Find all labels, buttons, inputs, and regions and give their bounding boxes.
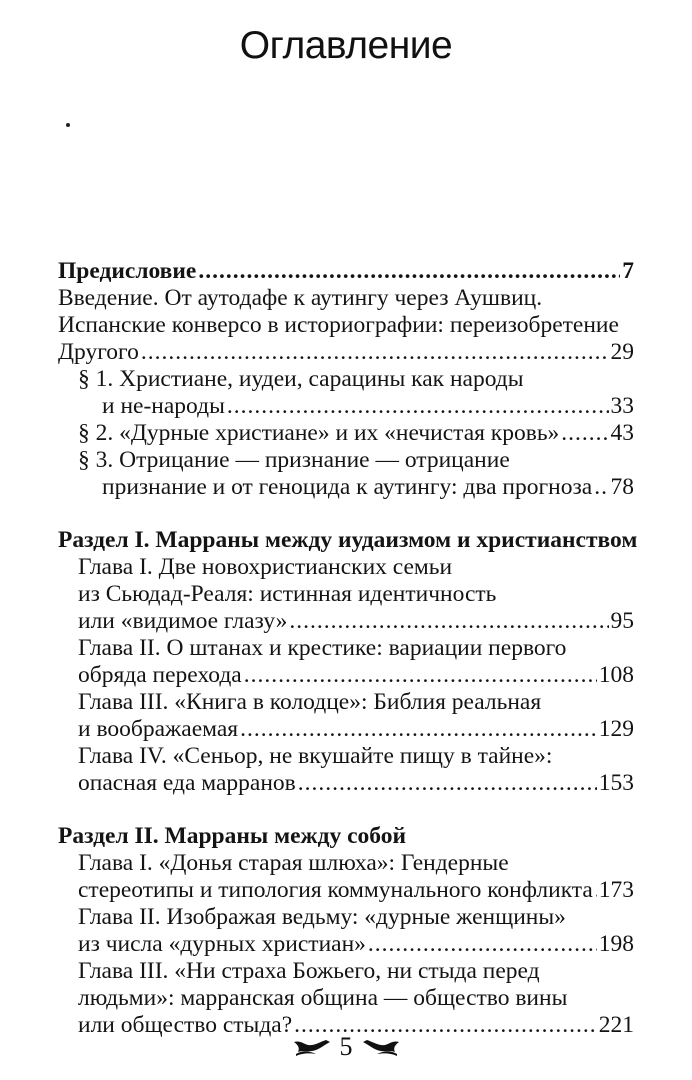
toc-entry-chapter[interactable] (58, 608, 634, 635)
toc-page-number: 78 (610, 474, 634, 500)
toc-entry-section-1[interactable] (58, 393, 634, 420)
toc-entry-title: Раздел II. Марраны между собой (58, 823, 407, 849)
toc-line (58, 850, 634, 877)
toc-entry-title: Раздел I. Марраны между иудаизмом и христианством (58, 527, 638, 553)
leader-dots (198, 258, 620, 285)
toc-line (58, 635, 634, 662)
left-ornament-icon (292, 1036, 332, 1058)
toc-page-number: 29 (610, 339, 634, 365)
toc-line (58, 285, 634, 312)
toc-entry-title: Другого (58, 339, 139, 365)
toc-page-number: 221 (598, 1012, 634, 1038)
toc-entry-title: признание и от геноцида к аутингу: два прогноза (102, 474, 593, 500)
toc-page-number: 95 (610, 608, 634, 634)
toc-entry-title: стереотипы и типология коммунального конфликта (78, 877, 593, 903)
toc-entry-title: или общество стыда? (78, 1012, 293, 1038)
toc-page-number: 129 (598, 716, 634, 742)
toc-entry-title: Глава II. О штанах и крестике: вариации первого (78, 635, 567, 661)
leader-dots (227, 393, 609, 420)
page-folio (0, 1032, 692, 1062)
toc-line (58, 958, 634, 985)
toc-entry-title: Глава I. Две новохристианских семьи (78, 554, 453, 580)
toc-entry-title: или «видимое глазу» (78, 608, 288, 634)
right-ornament-icon (361, 1036, 401, 1058)
toc-entry-title: Глава III. «Книга в колодце»: Библия реальная (78, 689, 542, 715)
toc-entry-title: из числа «дурных христиан» (78, 931, 366, 957)
toc-entry-title: § 2. «Дурные христиане» и их «нечистая кровь» (78, 420, 560, 446)
toc-page-number: 198 (598, 931, 634, 957)
toc-line (58, 581, 634, 608)
toc-entry-title: Глава IV. «Сеньор, не вкушайте пищу в тайне»: (78, 743, 553, 769)
leader-dots (240, 716, 597, 743)
toc-entry-chapter[interactable] (58, 877, 634, 904)
toc-entry-chapter[interactable] (58, 770, 634, 797)
toc-entry-section-2[interactable] (58, 420, 634, 447)
toc-line (58, 689, 634, 716)
leader-dots (561, 420, 608, 447)
page-number: 5 (339, 1032, 353, 1061)
toc-entry-title: § 1. Христиане, иудеи, сарацины как народы (78, 366, 524, 392)
toc-entry-title: Глава I. «Донья старая шлюха»: Гендерные (78, 850, 509, 876)
page-title: Оглавление (239, 24, 453, 67)
toc-entry-chapter[interactable] (58, 662, 634, 689)
toc-entry-title: Испанские конверсо в историографии: переизобретение (58, 312, 619, 338)
toc-page-number: 173 (598, 877, 634, 903)
toc-part-heading[interactable] (58, 823, 634, 850)
leader-dots (298, 770, 597, 797)
toc-line (58, 743, 634, 770)
table-of-contents (58, 258, 638, 1039)
leader-dots (594, 474, 608, 501)
toc-entry-title: Глава II. Изображая ведьму: «дурные женщины» (78, 904, 566, 930)
toc-entry-title: обряда перехода (78, 662, 242, 688)
toc-entry-preface[interactable] (58, 258, 634, 285)
toc-page-number: 153 (598, 770, 634, 796)
toc-line (58, 312, 634, 339)
toc-page-number: 43 (610, 420, 634, 446)
toc-entry-chapter[interactable] (58, 716, 634, 743)
toc-entry-title: из Сьюдад-Реаля: истинная идентичность (78, 581, 497, 607)
toc-line (58, 447, 634, 474)
toc-entry-introduction[interactable] (58, 339, 634, 366)
toc-entry-title: и воображаемая (78, 716, 239, 742)
toc-entry-title: опасная еда марранов (78, 770, 296, 796)
toc-line (58, 985, 634, 1012)
toc-page-number: 7 (622, 258, 634, 284)
leader-dots (244, 662, 597, 689)
toc-part-heading[interactable] (58, 527, 638, 554)
toc-line (58, 554, 634, 581)
toc-line (58, 904, 634, 931)
leader-dots (141, 339, 609, 366)
print-speck (66, 123, 70, 127)
toc-entry-title: Предисловие (58, 258, 197, 284)
toc-entry-section-3[interactable] (58, 474, 634, 501)
toc-entry-title: и не-народы (102, 393, 225, 419)
toc-entry-title: Глава III. «Ни страха Божьего, ни стыда перед (78, 958, 540, 984)
toc-page-number: 108 (598, 662, 634, 688)
toc-line (58, 366, 634, 393)
leader-dots (368, 931, 597, 958)
leader-dots (289, 608, 608, 635)
leader-dots (595, 877, 597, 904)
toc-entry-title: Введение. От аутодафе к аутингу через Аушвиц. (58, 285, 543, 311)
toc-entry-chapter[interactable] (58, 931, 634, 958)
toc-page-number: 33 (610, 393, 634, 419)
toc-entry-title: людьми»: марранская община — общество вины (78, 985, 568, 1011)
toc-entry-title: § 3. Отрицание — признание — отрицание (78, 447, 510, 473)
